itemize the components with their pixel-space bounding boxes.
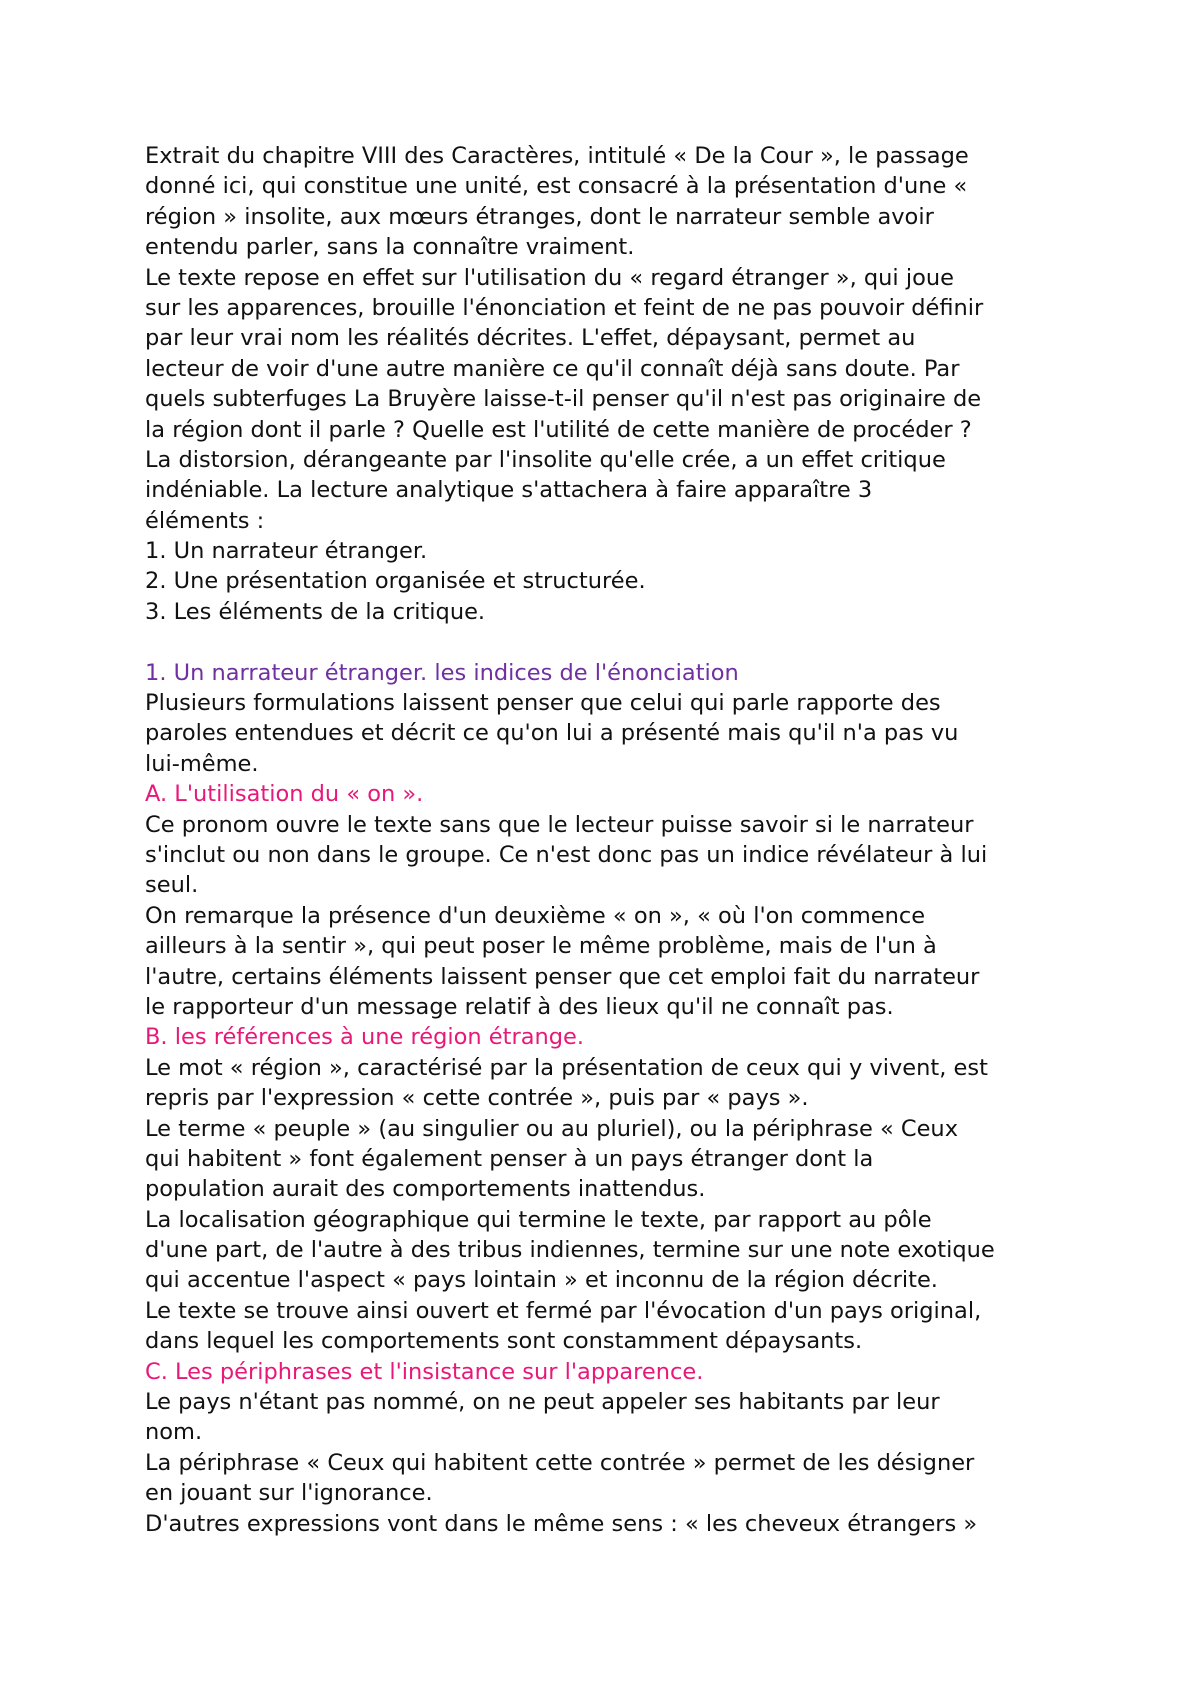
text-line: donné ici, qui constitue une unité, est consacré à la présentation d'une « [145,173,968,200]
document-page [145,141,1075,1539]
text-line: On remarque la présence d'un deuxième « on », « où l'on commence [145,902,926,929]
text-line: quels subterfuges La Bruyère laisse-t-il penser qu'il n'est pas originaire de [145,386,982,413]
text-line: Le texte se trouve ainsi ouvert et fermé par l'évocation d'un pays original, [145,1297,982,1324]
subsection-heading: B. les références à une région étrange. [145,1024,585,1051]
text-line: la région dont il parle ? Quelle est l'utilité de cette manière de procéder ? [145,416,972,443]
text-line: région » insolite, aux mœurs étranges, dont le narrateur semble avoir [145,203,934,230]
plan-item: 3. Les éléments de la critique. [145,598,486,625]
text-line: Ce pronom ouvre le texte sans que le lecteur puisse savoir si le narrateur [145,811,974,838]
text-line: Le terme « peuple » (au singulier ou au pluriel), ou la périphrase « Ceux [145,1115,959,1142]
text-line: qui accentue l'aspect « pays lointain » et inconnu de la région décrite. [145,1267,938,1294]
section-1 [145,658,1075,780]
text-line: seul. [145,872,199,899]
intro-paragraph [145,141,1075,627]
plan-item: 1. Un narrateur étranger. [145,538,428,565]
text-line: Le mot « région », caractérisé par la présentation de ceux qui y vivent, est [145,1054,988,1081]
text-line: lui-même. [145,750,259,777]
text-line: paroles entendues et décrit ce qu'on lui a présenté mais qu'il n'a pas vu [145,720,959,747]
text-line: nom. [145,1419,203,1446]
text-line: en jouant sur l'ignorance. [145,1480,433,1507]
subsection-heading: A. L'utilisation du « on ». [145,781,424,808]
text-line: ailleurs à la sentir », qui peut poser le même problème, mais de l'un à [145,933,937,960]
text-line: d'une part, de l'autre à des tribus indiennes, termine sur une note exotique [145,1237,995,1264]
text-line: entendu parler, sans la connaître vraiment. [145,234,635,261]
text-line: Plusieurs formulations laissent penser que celui qui parle rapporte des [145,690,941,717]
text-line: La périphrase « Ceux qui habitent cette contrée » permet de les désigner [145,1449,975,1476]
subsection-heading: C. Les périphrases et l'insistance sur l'apparence. [145,1358,704,1385]
text-line: par leur vrai nom les réalités décrites. L'effet, dépaysant, permet au [145,325,916,352]
text-line: population aurait des comportements inattendus. [145,1176,706,1203]
text-line: le rapporteur d'un message relatif à des lieux qu'il ne connaît pas. [145,993,894,1020]
text-line: dans lequel les comportements sont constamment dépaysants. [145,1328,863,1355]
text-line: l'autre, certains éléments laissent penser que cet emploi fait du narrateur [145,963,980,990]
section-heading: 1. Un narrateur étranger. les indices de l'énonciation [145,659,739,686]
subsection-a [145,779,1075,1022]
text-line: éléments : [145,507,265,534]
text-line: D'autres expressions vont dans le même sens : « les cheveux étrangers » [145,1510,978,1537]
text-line: lecteur de voir d'une autre manière ce qu'il connaît déjà sans doute. Par [145,355,960,382]
text-line: Le texte repose en effet sur l'utilisation du « regard étranger », qui joue [145,264,954,291]
plan-item: 2. Une présentation organisée et structurée. [145,568,646,595]
text-line: repris par l'expression « cette contrée », puis par « pays ». [145,1085,809,1112]
text-line: La distorsion, dérangeante par l'insolite qu'elle crée, a un effet critique [145,446,946,473]
text-line: Le pays n'étant pas nommé, on ne peut appeler ses habitants par leur [145,1389,940,1416]
text-line: Extrait du chapitre VIII des Caractères, intitulé « De la Cour », le passage [145,143,969,169]
text-line: sur les apparences, brouille l'énonciation et feint de ne pas pouvoir définir [145,294,984,321]
text-line: indéniable. La lecture analytique s'attachera à faire apparaître 3 [145,477,873,504]
subsection-c [145,1357,1075,1539]
subsection-b [145,1022,1075,1356]
blank-line [145,627,1075,657]
text-line: qui habitent » font également penser à un pays étranger dont la [145,1145,874,1172]
text-line: La localisation géographique qui termine le texte, par rapport au pôle [145,1206,932,1233]
text-line: s'inclut ou non dans le groupe. Ce n'est donc pas un indice révélateur à lui [145,841,988,868]
